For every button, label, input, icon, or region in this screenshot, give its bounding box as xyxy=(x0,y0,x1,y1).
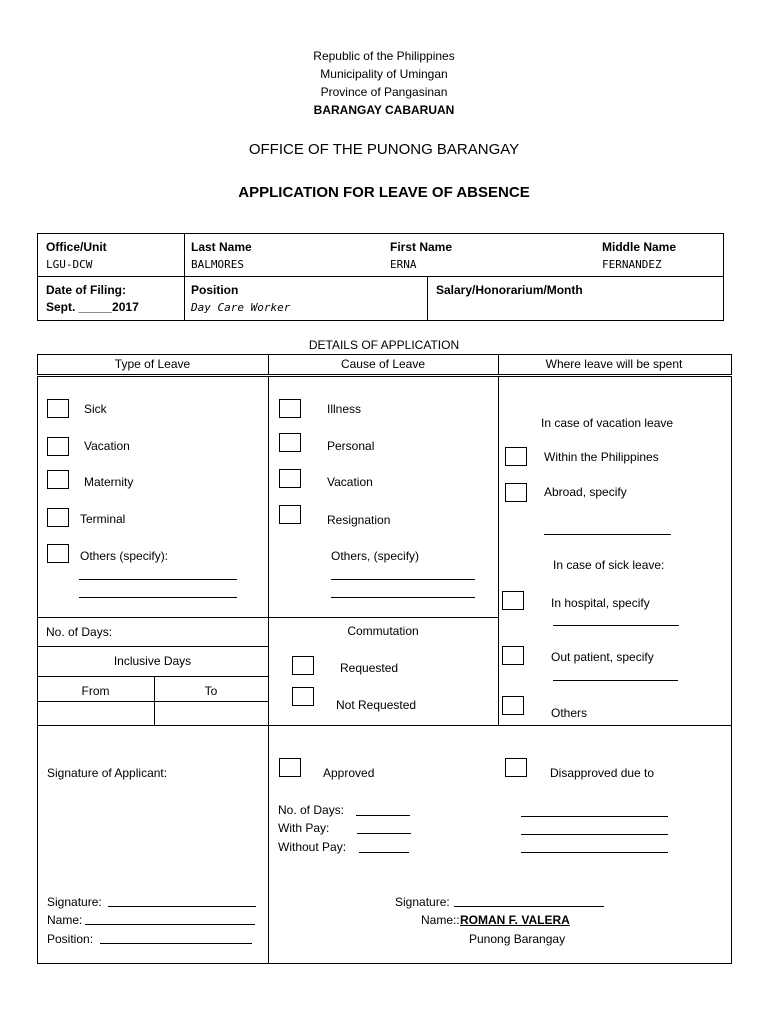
outpatient-line[interactable] xyxy=(553,680,678,681)
form-title: APPLICATION FOR LEAVE OF ABSENCE xyxy=(238,184,530,201)
applicant-signature-label: Signature: xyxy=(47,895,102,909)
without-pay-line[interactable] xyxy=(359,852,409,853)
approved-label: Approved xyxy=(323,766,375,780)
col-type-of-leave: Type of Leave xyxy=(114,357,191,371)
body-divider-2 xyxy=(498,376,499,726)
vacation-checkbox[interactable] xyxy=(47,437,69,456)
others-type-line-2[interactable] xyxy=(79,597,237,598)
approved-days-line[interactable] xyxy=(356,815,410,816)
vacation-label: Vacation xyxy=(84,439,130,453)
disapproved-line-1[interactable] xyxy=(521,816,668,817)
no-of-days-label: No. of Days: xyxy=(46,625,113,639)
salary-label: Salary/Honorarium/Month xyxy=(436,283,583,297)
office-unit-label: Office/Unit xyxy=(46,240,107,254)
date-filing-value: Sept. _____2017 xyxy=(46,300,139,314)
inclusive-days-label: Inclusive Days xyxy=(113,654,192,668)
applicant-signature-line[interactable] xyxy=(108,906,256,907)
approver-name: ROMAN F. VALERA xyxy=(460,913,570,927)
info-col-divider-2 xyxy=(427,277,428,320)
applicant-name-line[interactable] xyxy=(85,924,255,925)
approver-name-label: Name:: xyxy=(421,913,460,927)
outpatient-checkbox[interactable] xyxy=(502,646,524,665)
inclusive-divider xyxy=(37,676,269,677)
vacation-leave-heading: In case of vacation leave xyxy=(541,416,674,430)
others-cause-line-1[interactable] xyxy=(331,579,475,580)
requested-checkbox[interactable] xyxy=(292,656,314,675)
info-col-divider xyxy=(184,233,185,321)
fromto-divider xyxy=(37,701,269,702)
hospital-label: In hospital, specify xyxy=(551,596,650,610)
disapproved-line-3[interactable] xyxy=(521,852,668,853)
position-value: Day Care Worker xyxy=(191,301,291,314)
last-name-label: Last Name xyxy=(191,240,252,254)
illness-label: Illness xyxy=(327,402,362,416)
col-cause-of-leave: Cause of Leave xyxy=(340,357,426,371)
others-where-checkbox[interactable] xyxy=(502,696,524,715)
details-title: DETAILS OF APPLICATION xyxy=(308,338,460,352)
maternity-checkbox[interactable] xyxy=(47,470,69,489)
office-title: OFFICE OF THE PUNONG BARANGAY xyxy=(248,141,520,158)
not-requested-label: Not Requested xyxy=(336,698,417,712)
requested-label: Requested xyxy=(340,661,399,675)
disapproved-label: Disapproved due to xyxy=(550,766,655,780)
commutation-label: Commutation xyxy=(347,624,419,638)
with-pay-line[interactable] xyxy=(357,833,411,834)
header-municipality: Municipality of Umingan xyxy=(320,67,448,81)
others-cause-label: Others, (specify) xyxy=(331,549,420,563)
action-divider xyxy=(37,725,732,726)
vacation-cause-checkbox[interactable] xyxy=(279,469,301,488)
sick-label: Sick xyxy=(84,402,107,416)
with-pay-label: With Pay: xyxy=(278,821,330,835)
header-province: Province of Pangasinan xyxy=(320,85,448,99)
approved-checkbox[interactable] xyxy=(279,758,301,777)
others-type-checkbox[interactable] xyxy=(47,544,69,563)
mid-divider xyxy=(37,617,499,618)
date-filing-label: Date of Filing: xyxy=(46,283,126,297)
resignation-checkbox[interactable] xyxy=(279,505,301,524)
approver-signature-line[interactable] xyxy=(454,906,604,907)
sick-leave-heading: In case of sick leave: xyxy=(553,558,665,572)
days-divider xyxy=(37,646,269,647)
within-philippines-checkbox[interactable] xyxy=(505,447,527,466)
personal-checkbox[interactable] xyxy=(279,433,301,452)
col-where-spent: Where leave will be spent xyxy=(545,357,683,371)
info-row-divider xyxy=(37,276,724,277)
terminal-label: Terminal xyxy=(80,512,126,526)
disapproved-line-2[interactable] xyxy=(521,834,668,835)
applicant-position-label: Position: xyxy=(47,932,94,946)
disapproved-checkbox[interactable] xyxy=(505,758,527,777)
office-unit-value: LGU-DCW xyxy=(46,258,93,271)
sick-checkbox[interactable] xyxy=(47,399,69,418)
approved-days-label: No. of Days: xyxy=(278,803,345,817)
terminal-checkbox[interactable] xyxy=(47,508,69,527)
header-republic: Republic of the Philippines xyxy=(313,49,455,63)
middle-name-label: Middle Name xyxy=(602,240,677,254)
others-cause-line-2[interactable] xyxy=(331,597,475,598)
vacation-cause-label: Vacation xyxy=(327,475,373,489)
approver-title: Punong Barangay xyxy=(469,932,566,946)
approver-signature-label: Signature: xyxy=(395,895,450,909)
header-barangay: BARANGAY CABARUAN xyxy=(313,103,455,117)
hospital-line[interactable] xyxy=(553,625,679,626)
to-field[interactable] xyxy=(156,703,267,724)
first-name-label: First Name xyxy=(390,240,453,254)
abroad-line[interactable] xyxy=(544,534,671,535)
applicant-position-line[interactable] xyxy=(100,943,252,944)
others-where-label: Others xyxy=(551,706,588,720)
from-label: From xyxy=(81,684,110,698)
illness-checkbox[interactable] xyxy=(279,399,301,418)
not-requested-checkbox[interactable] xyxy=(292,687,314,706)
without-pay-label: Without Pay: xyxy=(278,840,347,854)
position-label: Position xyxy=(191,283,239,297)
abroad-label: Abroad, specify xyxy=(544,485,627,499)
first-name-value: ERNA xyxy=(390,258,417,271)
within-philippines-label: Within the Philippines xyxy=(544,450,659,464)
resignation-label: Resignation xyxy=(327,513,391,527)
body-divider-1 xyxy=(268,376,269,963)
signature-applicant-label: Signature of Applicant: xyxy=(47,766,168,780)
abroad-checkbox[interactable] xyxy=(505,483,527,502)
middle-name-value: FERNANDEZ xyxy=(602,258,662,271)
to-label: To xyxy=(204,684,218,698)
hospital-checkbox[interactable] xyxy=(502,591,524,610)
others-type-line-1[interactable] xyxy=(79,579,237,580)
applicant-name-label: Name: xyxy=(47,913,83,927)
personal-label: Personal xyxy=(327,439,375,453)
from-field[interactable] xyxy=(39,703,152,724)
others-type-label: Others (specify): xyxy=(80,549,169,563)
maternity-label: Maternity xyxy=(84,475,134,489)
outpatient-label: Out patient, specify xyxy=(551,650,654,664)
last-name-value: BALMORES xyxy=(191,258,244,271)
